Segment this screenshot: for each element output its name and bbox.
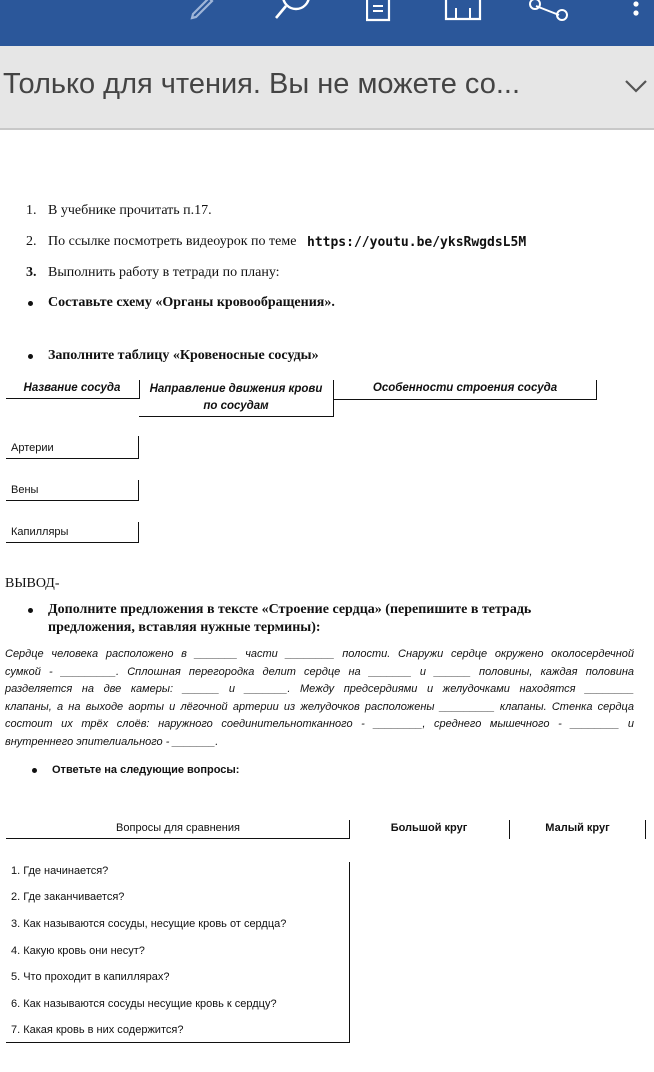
paragraph-line: сумкой - _________. Сплошная перегородка делит сердце на _______ и ______ половины, каждая половина xyxy=(5,665,634,678)
search-icon[interactable] xyxy=(270,0,314,22)
task-fill-text-2: предложения, вставляя нужные термины): xyxy=(48,620,321,635)
question-row: 7. Какая кровь в них содержится? xyxy=(11,1024,184,1036)
bullet xyxy=(28,301,33,306)
list-item-text: По ссылке посмотреть видеоурок по теме xyxy=(48,234,297,249)
question-row: 4. Какую кровь они несут? xyxy=(11,945,145,957)
header-vessel-structure: Особенности строения сосуда xyxy=(372,382,558,394)
chevron-down-icon[interactable] xyxy=(624,78,648,99)
app-toolbar xyxy=(0,0,654,46)
bullet xyxy=(28,354,33,359)
paragraph-line: внутреннего эпителиального - _______. xyxy=(5,735,219,748)
save-icon[interactable] xyxy=(444,0,484,22)
task-scheme: Составьте схему «Органы кровообращения». xyxy=(48,295,335,310)
edit-icon[interactable] xyxy=(186,0,216,22)
share-icon[interactable] xyxy=(528,0,570,22)
header-pulmonary-circuit: Малый круг xyxy=(545,822,610,834)
question-row: 3. Как называются сосуды, несущие кровь от сердца? xyxy=(11,918,287,930)
list-item-text: Выполнить работу в тетради по плану: xyxy=(48,265,280,280)
list-number: 3. xyxy=(26,265,37,280)
question-row: 6. Как называются сосуды несущие кровь к сердцу? xyxy=(11,998,277,1010)
row-veins: Вены xyxy=(11,484,39,496)
paragraph-line: разделяется на две камеры: ______ и _______. Между предсердиями и желудочками находятся ________ xyxy=(5,683,634,695)
paragraph-line: Сердце человека расположено в _______ части ________ полости. Снаружи сердце окружено околосердечной xyxy=(5,648,634,660)
header-systemic-circuit: Большой круг xyxy=(390,822,468,834)
read-only-banner[interactable] xyxy=(0,46,654,130)
header-blood-direction-2: по сосудам xyxy=(203,400,269,412)
file-icon[interactable] xyxy=(366,0,392,22)
bullet xyxy=(28,608,33,613)
task-fill-text: Дополните предложения в тексте «Строение сердца» (перепишите в тетрадь xyxy=(48,602,532,617)
paragraph-line: клапаны, а на выходе аорты и лёгочной артерии из желудочков расположены _________ клапаны. Стенка сердца xyxy=(5,700,634,713)
list-number: 1. xyxy=(26,203,37,218)
paragraph-line: состоит их трёх слоёв: наружного соединительнотканного - ________, среднего мышечного - ________ и xyxy=(5,718,634,730)
header-vessel-name: Название сосуда xyxy=(23,382,121,394)
header-blood-direction: Направление движения крови xyxy=(149,383,323,395)
document-page xyxy=(0,132,654,1072)
bullet xyxy=(32,768,37,773)
question-row: 2. Где заканчивается? xyxy=(11,891,125,903)
list-item-text: В учебнике прочитать п.17. xyxy=(48,203,212,218)
more-icon[interactable] xyxy=(630,0,642,22)
question-row: 5. Что проходит в капиллярах? xyxy=(11,971,170,983)
task-table: Заполните таблицу «Кровеносные сосуды» xyxy=(48,348,319,363)
video-link[interactable]: https://youtu.be/yksRwgdsL5M xyxy=(307,235,527,250)
row-capillaries: Капилляры xyxy=(11,526,69,538)
banner-text: Только для чтения. Вы не можете со... xyxy=(3,68,521,100)
task-answer-questions: Ответьте на следующие вопросы: xyxy=(52,764,240,776)
row-arteries: Артерии xyxy=(11,442,54,454)
header-questions: Вопросы для сравнения xyxy=(116,822,240,834)
heart-structure-paragraph xyxy=(5,646,634,751)
conclusion-label: ВЫВОД- xyxy=(5,576,60,591)
question-row: 1. Где начинается? xyxy=(11,865,109,877)
list-number: 2. xyxy=(26,234,37,249)
